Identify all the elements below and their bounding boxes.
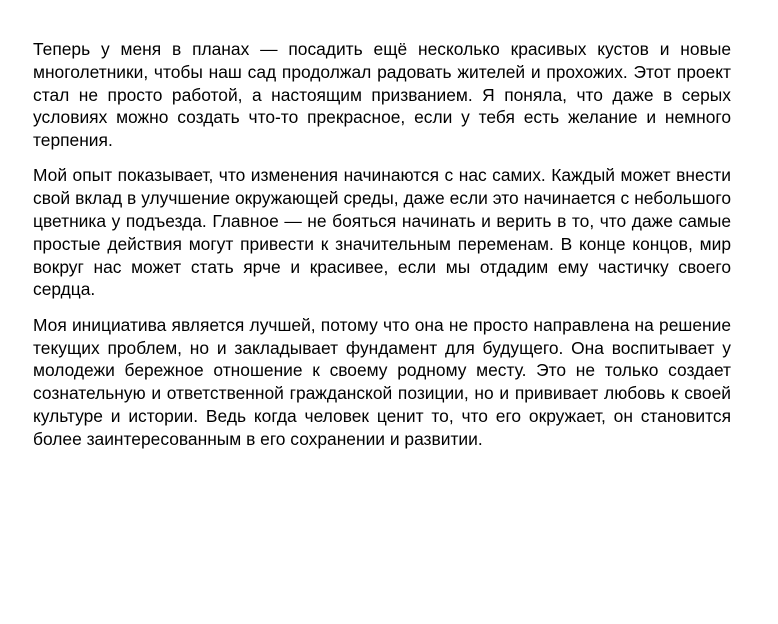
document-body: [33, 38, 731, 451]
paragraph-experience: Мой опыт показывает, что изменения начинаются с нас самих. Каждый может внести свой вклад в улучшение окружающей среды, даже если это начинается с небольшого цветника у подъезда. Главное — не бояться начинать и верить в то, что даже самые простые действия могут привести к значительным переменам. В конце концов, мир вокруг нас может стать ярче и красивее, если мы отдадим ему частичку своего сердца.: [33, 165, 731, 300]
paragraph-garden-plans: Теперь у меня в планах — посадить ещё несколько красивых кустов и новые многолетники, чтобы наш сад продолжал радовать жителей и прохожих. Этот проект стал не просто работой, а настоящим призванием. Я поняла, что даже в серых условиях можно создать что-то прекрасное, если у тебя есть желание и немного терпения.: [33, 39, 731, 151]
paragraph-initiative: Моя инициатива является лучшей, потому что она не просто направлена на решение текущих проблем, но и закладывает фундамент для будущего. Она воспитывает у молодежи бережное отношение к своему родному месту. Это не только создает сознательную и ответственной гражданской позиции, но и прививает любовь к своей культуре и истории. Ведь когда человек ценит то, что его окружает, он становится более заинтересованным в его сохранении и развитии.: [33, 314, 731, 449]
